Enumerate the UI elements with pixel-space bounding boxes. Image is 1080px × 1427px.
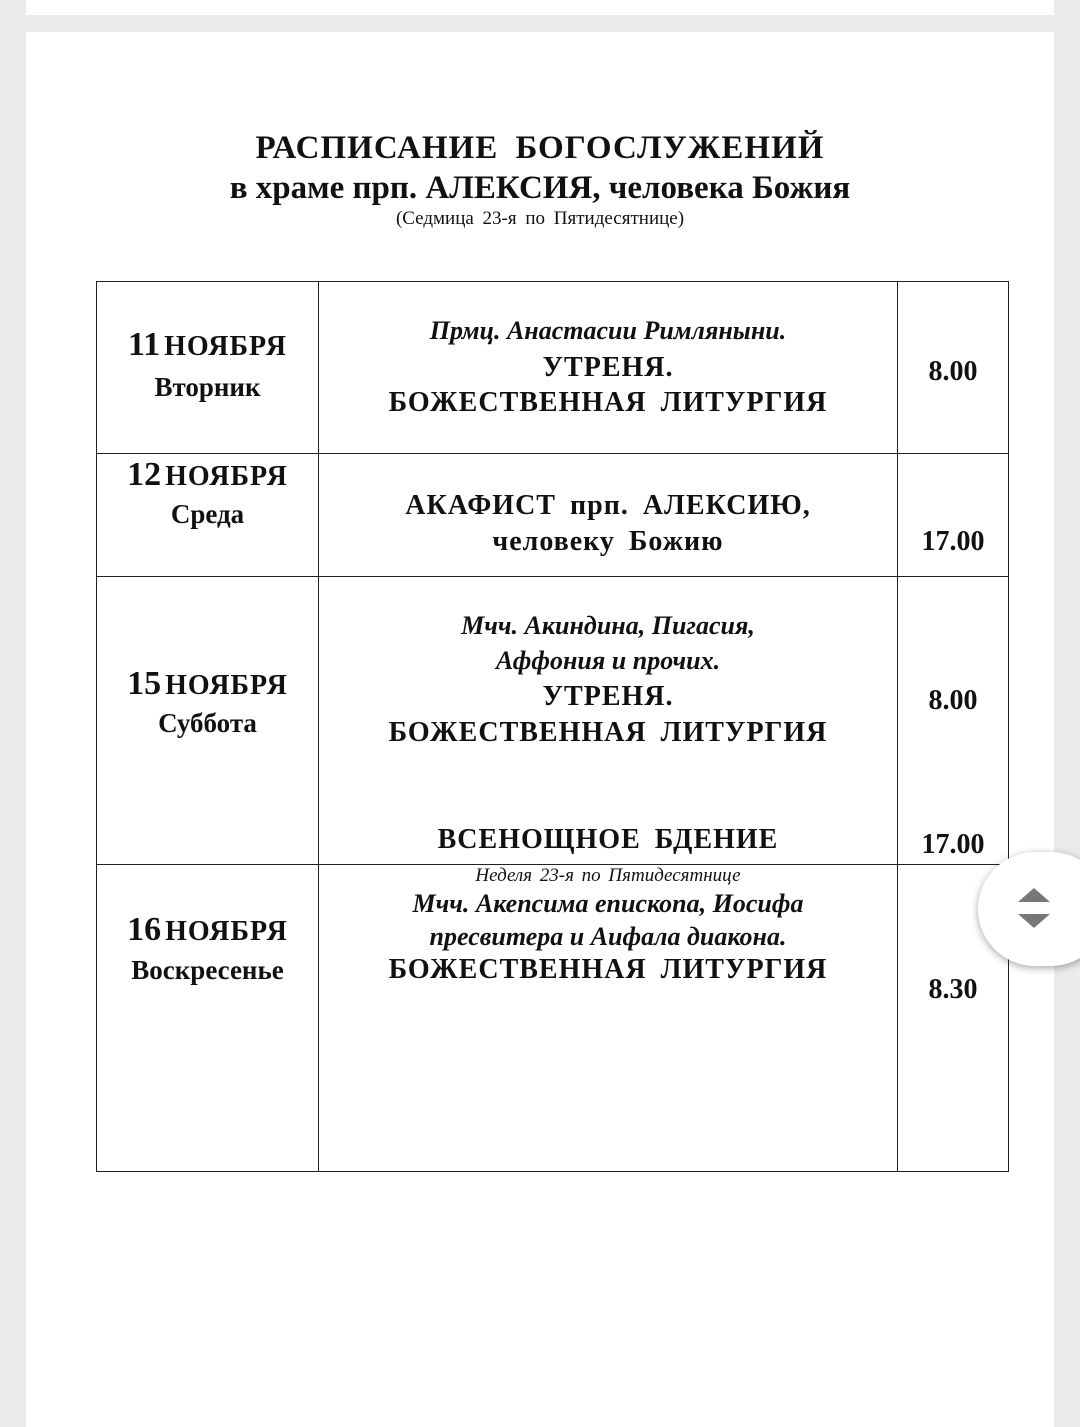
- saint-name: Прмц. Анастасии Римляныни.: [429, 316, 787, 345]
- previous-page-edge: [26, 0, 1054, 15]
- service-name: БОЖЕСТВЕННАЯ ЛИТУРГИЯ: [388, 954, 828, 985]
- service-time: 8.00: [928, 356, 978, 387]
- month-name: НОЯБРЯ: [164, 331, 287, 362]
- day-number: 15: [127, 665, 162, 702]
- table-row: [97, 282, 1009, 454]
- service-name: БОЖЕСТВЕННАЯ ЛИТУРГИЯ: [388, 717, 828, 748]
- service-name: БОЖЕСТВЕННАЯ ЛИТУРГИЯ: [388, 387, 828, 418]
- date-cell: [97, 454, 319, 577]
- arrow-up-icon: [1018, 888, 1050, 902]
- weekday: Среда: [170, 499, 245, 529]
- week-subtitle: (Седмица 23-я по Пятидесятнице): [395, 208, 685, 229]
- service-time: 8.00: [928, 685, 978, 716]
- service-name: АКАФИСТ прп. АЛЕКСИЮ,: [405, 490, 811, 521]
- saint-name: Аффония и прочих.: [495, 646, 721, 675]
- service-name: УТРЕНЯ.: [542, 352, 674, 383]
- date-cell: [97, 577, 319, 865]
- service-name: человеку Божию: [492, 526, 724, 557]
- weekday: Вторник: [154, 372, 261, 402]
- schedule-table: [96, 281, 1009, 1172]
- service-time: 17.00: [921, 526, 985, 557]
- table-row: [97, 865, 1009, 1172]
- table-row: [97, 454, 1009, 577]
- time-cell: [898, 454, 1009, 577]
- service-cell: [319, 282, 898, 454]
- service-cell: [319, 454, 898, 577]
- service-time: 17.00: [921, 829, 985, 860]
- day-number: 12: [127, 456, 162, 493]
- service-cell: [319, 577, 898, 865]
- day-number: 16: [127, 911, 162, 948]
- date-cell: [97, 282, 319, 454]
- service-time: 8.30: [928, 974, 978, 1005]
- saint-name: пресвитера и Аифала диакона.: [429, 922, 787, 951]
- document-page: [26, 32, 1054, 1427]
- church-name: в храме прп. АЛЕКСИЯ, человека Божия: [229, 170, 851, 206]
- time-cell: [898, 577, 1009, 865]
- time-cell: [898, 282, 1009, 454]
- weekday: Воскресенье: [131, 955, 284, 985]
- table-row: [97, 577, 1009, 865]
- month-name: НОЯБРЯ: [165, 916, 288, 947]
- month-name: НОЯБРЯ: [165, 670, 288, 701]
- sunday-note: Неделя 23-я по Пятидесятнице: [475, 865, 741, 886]
- day-number: 11: [128, 326, 161, 363]
- service-name: ВСЕНОЩНОЕ БДЕНИЕ: [437, 824, 779, 855]
- saint-name: Мчч. Акепсима епископа, Иосифа: [412, 889, 804, 918]
- date-cell: [97, 865, 319, 1172]
- arrow-down-icon: [1018, 914, 1050, 928]
- document-title: РАСПИСАНИЕ БОГОСЛУЖЕНИЙ: [255, 130, 825, 166]
- service-cell: [319, 865, 898, 1172]
- month-name: НОЯБРЯ: [165, 461, 288, 492]
- saint-name: Мчч. Акиндина, Пигасия,: [461, 611, 755, 640]
- scroll-control-button[interactable]: [978, 852, 1080, 966]
- service-name: УТРЕНЯ.: [542, 681, 674, 712]
- weekday: Суббота: [158, 708, 257, 738]
